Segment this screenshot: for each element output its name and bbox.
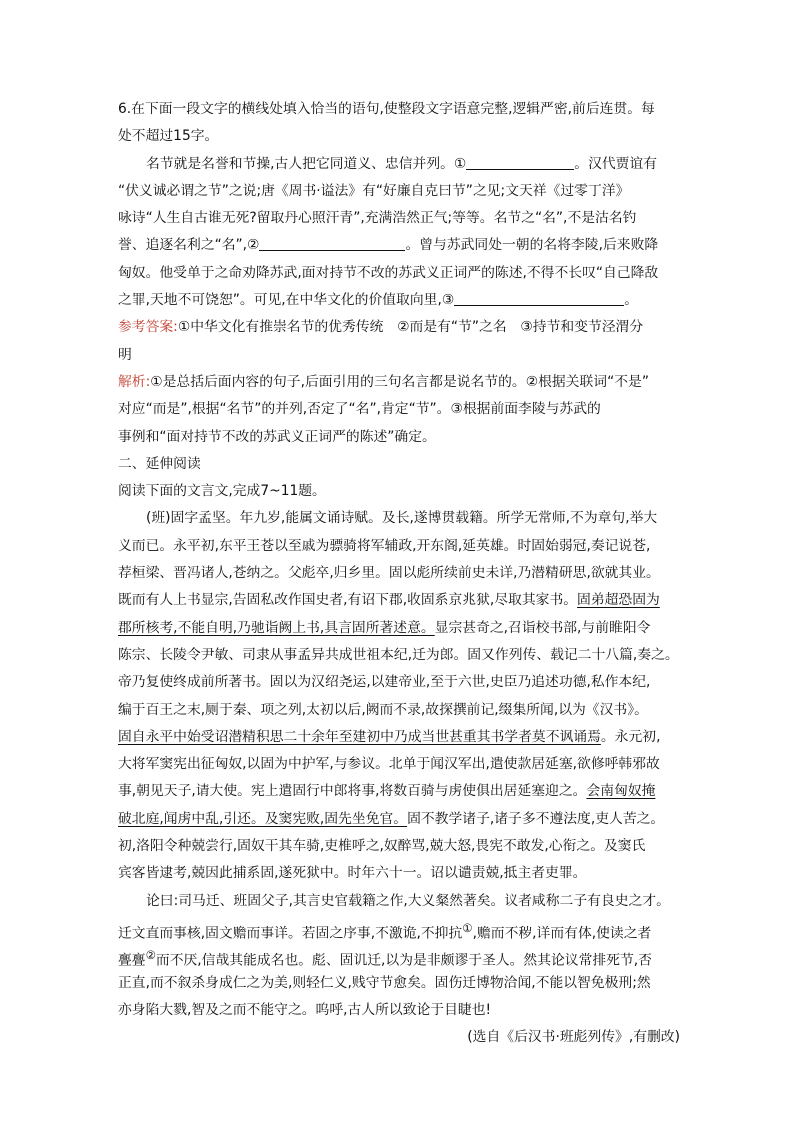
underlined-sentence: 郡所核考,不能自明,乃驰诣阙上书,具言固所著述意。	[118, 619, 435, 636]
classical-text-line-8: 编于百王之末,厕于秦、项之列,太初以后,阙而不录,故探撰前记,缀集所闻,以为《汉书》。	[118, 701, 648, 718]
classical-text-line-14: 宾客皆逮考,兢因此捕系固,遂死狱中。时年六十一。诏以谴责兢,抵主者吏罪。	[118, 865, 587, 882]
answer-blank-1[interactable]	[466, 153, 574, 170]
commentary-line-5: 亦身陷大戮,智及之而不能守之。呜呼,古人所以致论于目睫也!	[118, 1001, 492, 1018]
commentary-line-2: 迁文直而事核,固文赡而事详。若固之序事,不激诡,不抑抗①,赡而不秽,详而有体,使读之者	[118, 920, 652, 942]
classical-text-line-13: 初,洛阳令种兢尝行,固奴干其车骑,吏椎呼之,奴醉骂,兢大怒,畏宪不敢发,心衔之。及窦氏	[118, 838, 646, 855]
classical-text-line-9: 固自永平中始受诏潜精积思二十余年至建初中乃成当世甚重其书学者莫不讽诵焉。永元初,	[118, 728, 661, 745]
answer-line-2: 明	[118, 346, 132, 363]
commentary-line-4: 正直,而不叙杀身成仁之为美,则轻仁义,贱守节愈矣。固伤迁博物洽闻,不能以智免极刑;然	[118, 974, 651, 991]
analysis-line-3: 事例和“面对持节不改的苏武义正词严的陈述”确定。	[118, 428, 436, 445]
underlined-sentence: 固自永平中始受诏潜精积思二十余年至建初中乃成当世甚重其书学者莫不讽诵焉	[118, 728, 601, 745]
footnote-marker-2: ②	[145, 948, 156, 963]
question-6-line-2: 处不超过15字。	[118, 128, 219, 145]
underlined-sentence: 会南匈奴掩	[586, 783, 656, 800]
answer-line-1: 参考答案:①中华文化有推崇名节的优秀传统 ②而是有“节”之名 ③持节和变节泾渭分	[118, 319, 644, 336]
passage-line-6: 之罪,天地不可饶恕”。可见,在中华文化的价值取向里,③ 。	[118, 287, 684, 314]
answer-blank-2[interactable]	[259, 234, 405, 251]
passage-line-5: 匈奴。他受单于之命劝降苏武,面对持节不改的苏武义正词严的陈述,不得不长叹“自己降敌	[118, 264, 659, 281]
underlined-sentence: 破北庭,闻虏中乱,引还。及窦宪败,固先坐免官。	[118, 810, 408, 827]
classical-text-line-6: 陈宗、长陵令尹敏、司隶从事孟异共成世祖本纪,迁为郎。固又作列传、载记二十八篇,奏之。	[118, 646, 679, 663]
commentary-line-3: 亹亹②而不厌,信哉其能成名也。彪、固讥迁,以为是非颇谬于圣人。然其论议常排死节,否	[118, 948, 652, 969]
classical-text-line-2: 义而已。永平初,东平王苍以至戚为骠骑将军辅政,开东阁,延英雄。时固始弱冠,奏记说苍,	[118, 537, 651, 554]
classical-text-line-12: 破北庭,闻虏中乱,引还。及窦宪败,固先坐免官。固不教学诸子,诸子多不遵法度,吏人苦之。	[118, 810, 665, 827]
analysis-label: 解析:	[118, 373, 151, 390]
document-page	[118, 96, 684, 1051]
footnote-marker-1: ①	[462, 920, 473, 935]
passage-line-1: 名节就是名誉和节操,古人把它同道义、忠信并列。① 。汉代贾谊有	[118, 151, 684, 178]
classical-text-line-7: 帝乃复使终成前所著书。固以为汉绍尧运,以建帝业,至于六世,史臣乃追述功德,私作本纪,	[118, 674, 651, 691]
answer-blank-3[interactable]	[454, 289, 624, 306]
classical-text-line-4: 既而有人上书显宗,告固私改作国史者,有诏下郡,收固系京兆狱,尽取其家书。固弟超恐固为	[118, 592, 660, 609]
answer-label: 参考答案:	[118, 319, 178, 336]
underlined-sentence: 固弟超恐固为	[577, 592, 660, 609]
question-6-line-1: 6.在下面一段文字的横线处填入恰当的语句,使整段文字语意完整,逻辑严密,前后连贯。每	[118, 101, 655, 117]
classical-text-line-3: 荐桓梁、晋冯诸人,苍纳之。父彪卒,归乡里。固以彪所续前史未详,乃潜精研思,欲就其业。	[118, 565, 660, 582]
passage-line-4: 誉、追逐名利之“名”,② 。曾与苏武同处一朝的名将李陵,后来败降	[118, 232, 684, 259]
analysis-line-2: 对应“而是”,根据“名节”的并列,否定了“名”,肯定“节”。③根据前面李陵与苏武的	[118, 401, 601, 418]
section-title: 二、延伸阅读	[118, 455, 201, 472]
commentary-line-1: 论曰:司马迁、班固父子,其言史官载籍之作,大义粲然著矣。议者咸称二子有良史之才。	[146, 892, 670, 909]
source-citation: (选自《后汉书·班彪列传》,有删改)	[467, 1029, 680, 1046]
section-intro: 阅读下面的文言文,完成7~11题。	[118, 483, 326, 500]
classical-text-line-1: (班)固字孟坚。年九岁,能属文诵诗赋。及长,遂博贯载籍。所学无常师,不为章句,举大	[146, 510, 658, 527]
analysis-line-1: 解析:①是总括后面内容的句子,后面引用的三句名言都是说名节的。②根据关联词“不是”	[118, 373, 649, 390]
classical-text-line-11: 事,朝见天子,请大使。宪上遣固行中郎将事,将数百骑与虏使俱出居延塞迎之。会南匈奴掩	[118, 783, 656, 800]
classical-text-line-10: 大将军窦宪出征匈奴,以固为中护军,与参议。北单于闻汉军出,遣使款居延塞,欲修呼韩邪故	[118, 756, 660, 773]
classical-text-line-5: 郡所核考,不能自明,乃驰诣阙上书,具言固所著述意。显宗甚奇之,召诣校书部,与前睢阳令	[118, 619, 651, 636]
passage-line-3: 咏诗“人生自古谁无死?留取丹心照汗青”,充满浩然正气;等等。名节之“名”,不是沽名钓	[118, 210, 637, 227]
passage-line-2: “伏义诚必谓之节”之说;唐《周书·谥法》有“好廉自克曰节”之见;文天祥《过零丁洋》	[118, 182, 630, 199]
